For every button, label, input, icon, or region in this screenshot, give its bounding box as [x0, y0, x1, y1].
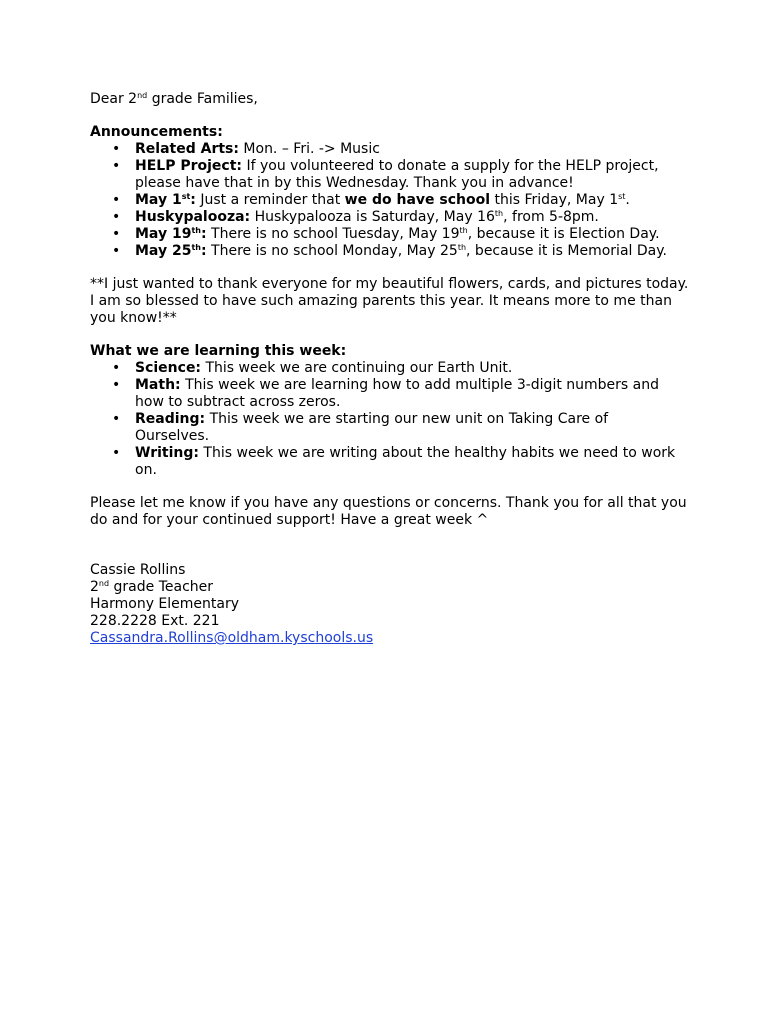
- learning-heading: What we are learning this week:: [90, 343, 347, 359]
- email-link[interactable]: Cassandra.Rollins@oldham.kyschools.us: [90, 630, 374, 646]
- announcement-may-1: • May 1st: Just a reminder that we do have school this Friday, May 1st.: [112, 192, 630, 208]
- signature-block: [90, 562, 690, 647]
- bullet-icon: •: [112, 377, 121, 393]
- bullet-icon: •: [112, 360, 121, 376]
- learning-list: [90, 360, 690, 479]
- announcement-may-25: • May 25th: There is no school Monday, May 25th, because it is Memorial Day.: [112, 243, 667, 259]
- learning-science: • Science: This week we are continuing our Earth Unit.: [112, 360, 513, 376]
- closing-paragraph: Please let me know if you have any questions or concerns. Thank you for all that you do and for your continued support! Have a great week ^: [90, 495, 687, 528]
- announcements-list: [90, 141, 690, 260]
- learning-math: • Math: This week we are learning how to add multiple 3-digit numbers and how to subtract across zeros.: [112, 377, 659, 410]
- bullet-icon: •: [112, 209, 121, 225]
- thanks-note: **I just wanted to thank everyone for my beautiful flowers, cards, and pictures today. I am so blessed to have such amazing parents this year. It means more to me than you know!**: [90, 276, 689, 326]
- bullet-icon: •: [112, 141, 121, 157]
- announcement-may-19: • May 19th: There is no school Tuesday, May 19th, because it is Election Day.: [112, 226, 660, 242]
- bullet-icon: •: [112, 243, 121, 259]
- signature-name: Cassie Rollins: [90, 562, 186, 578]
- bullet-icon: •: [112, 226, 121, 242]
- greeting: Dear 2nd grade Families,: [90, 91, 258, 107]
- letter-page: [90, 91, 690, 647]
- bullet-icon: •: [112, 158, 121, 174]
- announcement-related-arts: • Related Arts: Mon. – Fri. -> Music: [112, 141, 380, 157]
- announcements-heading: Announcements:: [90, 124, 223, 140]
- bullet-icon: •: [112, 411, 121, 427]
- bullet-icon: •: [112, 445, 121, 461]
- announcement-help-project: • HELP Project: If you volunteered to donate a supply for the HELP project, please have that in by this Wednesday. Thank you in advance!: [112, 158, 659, 191]
- announcement-huskypalooza: • Huskypalooza: Huskypalooza is Saturday, May 16th, from 5-8pm.: [112, 209, 599, 225]
- bullet-icon: •: [112, 192, 121, 208]
- signature-school: Harmony Elementary: [90, 596, 240, 612]
- learning-reading: • Reading: This week we are starting our new unit on Taking Care of Ourselves.: [112, 411, 609, 444]
- learning-writing: • Writing: This week we are writing about the healthy habits we need to work on.: [112, 445, 676, 478]
- signature-title: 2nd grade Teacher: [90, 579, 214, 595]
- signature-phone: 228.2228 Ext. 221: [90, 613, 220, 629]
